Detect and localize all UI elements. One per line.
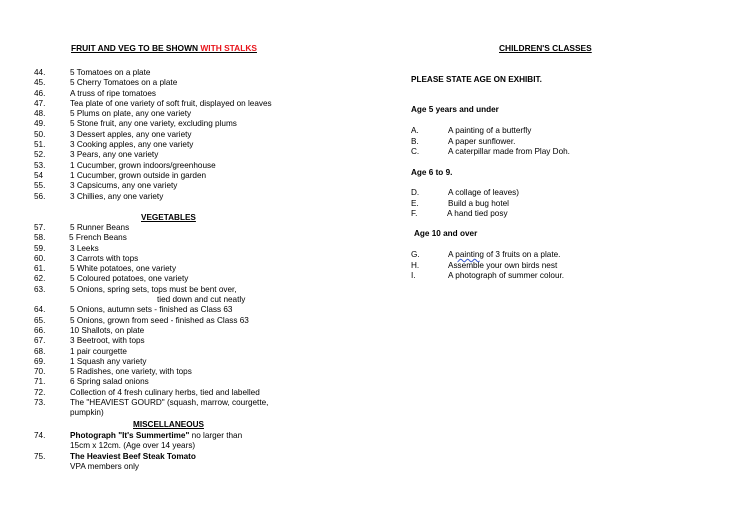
- list-item: [34, 181, 354, 191]
- item-number: 53.: [34, 160, 46, 170]
- item-text: VPA members only: [70, 461, 140, 471]
- list-item-continuation: [34, 408, 354, 418]
- age-group-title: Age 10 and over: [414, 229, 478, 238]
- item-number: 58.: [34, 233, 46, 243]
- item-text: Tea plate of one variety of soft fruit, displayed on leaves: [70, 98, 272, 108]
- list-item: [34, 89, 354, 99]
- age-notice: PLEASE STATE AGE ON EXHIBIT.: [411, 75, 542, 84]
- item-number: 48.: [34, 109, 46, 119]
- item-text: 5 Radishes, one variety, with tops: [70, 367, 192, 377]
- item-text: A caterpillar made from Play Doh.: [448, 147, 570, 156]
- list-item: [34, 130, 354, 140]
- item-text: 3 Beetroot, with tops: [70, 336, 145, 346]
- item-text: 3 Carrots with tops: [70, 253, 139, 263]
- item-letter: B.: [411, 136, 419, 146]
- list-item: [34, 150, 354, 160]
- item-letter: D.: [411, 188, 420, 197]
- item-text: [448, 250, 560, 260]
- list-item: [34, 377, 354, 387]
- item-text: Build a bug hotel: [448, 198, 509, 208]
- item-text: [70, 431, 242, 441]
- item-number: 64.: [34, 305, 46, 315]
- item-number: 59.: [34, 243, 46, 253]
- item-text: tied down and cut neatly: [157, 295, 246, 305]
- item-number: 66.: [34, 325, 46, 335]
- item-number: 61.: [34, 264, 46, 274]
- list-item: [34, 326, 354, 336]
- item-text: 5 Coloured potatoes, one variety: [70, 274, 189, 284]
- item-text: 3 Capsicums, any one variety: [70, 181, 178, 191]
- item-number: 56.: [34, 191, 46, 201]
- item-letter: C.: [411, 147, 420, 156]
- list-item: [34, 140, 354, 150]
- item-text: 5 Onions, autumn sets - finished as Class 63: [70, 305, 233, 315]
- item-number: 67.: [34, 336, 46, 346]
- list-item: [34, 254, 354, 264]
- list-item: [34, 264, 354, 274]
- list-item: [34, 99, 354, 109]
- veg-list: [34, 223, 354, 419]
- list-item: [34, 367, 354, 377]
- list-item-continuation: [34, 295, 354, 305]
- item-letter: H.: [411, 260, 420, 270]
- misc-list: [34, 431, 354, 472]
- item-number: 68.: [34, 346, 46, 356]
- item-text: 5 Onions, spring sets, tops must be bent over,: [70, 284, 237, 294]
- item-number: 63.: [34, 284, 46, 294]
- item-text: The Heaviest Beef Steak Tomato: [70, 451, 196, 461]
- spellcheck-underlined-word: painting: [455, 250, 484, 259]
- fruit-veg-heading: [71, 43, 257, 53]
- list-item: [34, 109, 354, 119]
- item-bold-title: "It's Summertime": [118, 431, 190, 440]
- item-text: 3 Pears, any one variety: [70, 150, 159, 160]
- item-letter: E.: [411, 198, 419, 208]
- item-number: 55.: [34, 181, 46, 191]
- item-number: 62.: [34, 274, 46, 284]
- item-text: 1 Squash any variety: [70, 356, 147, 366]
- item-bold-text: Photograph: [70, 431, 119, 440]
- list-item: [34, 388, 354, 398]
- item-text: A collage of leaves): [448, 188, 520, 197]
- list-item: [34, 274, 354, 284]
- list-item: [34, 285, 354, 295]
- item-letter: G.: [411, 250, 420, 259]
- item-text: 5 Tomatoes on a plate: [70, 68, 151, 77]
- item-number: 71.: [34, 377, 46, 387]
- item-letter: I.: [411, 271, 416, 280]
- item-text: 5 Stone fruit, any one variety, excluding plums: [70, 119, 237, 129]
- item-number: 46.: [34, 88, 46, 98]
- list-item: [34, 316, 354, 326]
- item-text: pumpkin): [70, 408, 104, 418]
- item-text: 1 pair courgette: [70, 346, 127, 356]
- vegetables-heading: VEGETABLES: [141, 213, 196, 222]
- item-number: 50.: [34, 129, 46, 139]
- list-item: [34, 161, 354, 171]
- item-rest-text: no larger than: [189, 431, 243, 440]
- item-number: 72.: [34, 387, 46, 397]
- item-number: 51.: [34, 140, 46, 150]
- item-text: 3 Chillies, any one variety: [70, 191, 164, 201]
- item-number: 65.: [34, 315, 46, 325]
- item-number: 54: [34, 170, 44, 180]
- item-text: The "HEAVIEST GOURD" (squash, marrow, courgette,: [70, 398, 269, 408]
- list-item: [34, 233, 354, 243]
- fruit-list: [34, 68, 354, 202]
- item-text: A hand tied posy: [447, 209, 508, 218]
- list-item: [34, 119, 354, 129]
- item-letter: F.: [411, 209, 418, 218]
- fruit-veg-heading-main: FRUIT AND VEG TO BE SHOWN: [71, 43, 199, 53]
- item-number: 74.: [34, 431, 46, 440]
- item-number: 52.: [34, 150, 46, 160]
- list-item: [34, 336, 354, 346]
- with-stalks-highlight: WITH STALKS: [198, 43, 257, 53]
- item-number: 47.: [34, 98, 46, 108]
- item-text: A truss of ripe tomatoes: [70, 88, 157, 98]
- list-item: [34, 244, 354, 254]
- list-item: [34, 347, 354, 357]
- list-item: [34, 78, 354, 88]
- item-number: 60.: [34, 253, 46, 263]
- age-group-title: Age 5 years and under: [411, 105, 499, 114]
- item-text: 3 Leeks: [70, 243, 99, 253]
- item-letter: A.: [411, 126, 419, 135]
- item-text: 1 Cucumber, grown outside in garden: [70, 170, 207, 180]
- miscellaneous-heading: MISCELLANEOUS: [133, 420, 204, 429]
- age-group-title: Age 6 to 9.: [411, 168, 453, 177]
- item-number: 49.: [34, 119, 46, 129]
- item-text: 5 Cherry Tomatoes on a plate: [70, 78, 178, 88]
- item-text: 5 White potatoes, one variety: [70, 264, 177, 274]
- list-item: [34, 171, 354, 181]
- item-text: 3 Dessert apples, any one variety: [70, 129, 192, 139]
- item-text: 5 Onions, grown from seed - finished as Class 63: [70, 315, 249, 325]
- item-text: 5 Plums on plate, any one variety: [70, 109, 192, 119]
- item-number: 45.: [34, 78, 46, 88]
- item-text: 15cm x 12cm. (Age over 14 years): [70, 441, 196, 451]
- childrens-classes-heading: CHILDREN'S CLASSES: [499, 43, 592, 53]
- item-number: 44.: [34, 68, 46, 77]
- item-text: Assemble your own birds nest: [448, 260, 558, 270]
- list-item: [34, 192, 354, 202]
- list-item: [34, 68, 354, 78]
- list-item-continuation: [34, 462, 354, 472]
- item-text: A paper sunflower.: [448, 136, 516, 146]
- item-text: 5 French Beans: [69, 233, 127, 243]
- item-text: 10 Shallots, on plate: [70, 325, 145, 335]
- list-item: [34, 452, 354, 462]
- item-text: 3 Cooking apples, any one variety: [70, 140, 194, 150]
- list-item-continuation: [34, 441, 354, 451]
- item-number: 57.: [34, 223, 46, 232]
- list-item: [34, 305, 354, 315]
- item-text: 6 Spring salad onions: [70, 377, 149, 387]
- list-item: [34, 223, 354, 233]
- item-text-rest: of 3 fruits on a plate.: [483, 250, 561, 259]
- item-text: 5 Runner Beans: [70, 223, 130, 232]
- item-number: 73.: [34, 398, 46, 408]
- list-item: [34, 398, 354, 408]
- item-text: Collection of 4 fresh culinary herbs, tied and labelled: [70, 387, 260, 397]
- list-item: [34, 431, 354, 441]
- item-number: 69.: [34, 356, 46, 366]
- item-text: 1 Cucumber, grown indoors/greenhouse: [70, 160, 216, 170]
- list-item: [34, 357, 354, 367]
- item-number: 70.: [34, 367, 46, 377]
- item-text: A photograph of summer colour.: [448, 271, 565, 280]
- item-text-prefix: A: [448, 250, 456, 259]
- item-number: 75.: [34, 451, 46, 461]
- item-text: A painting of a butterfly: [448, 126, 532, 135]
